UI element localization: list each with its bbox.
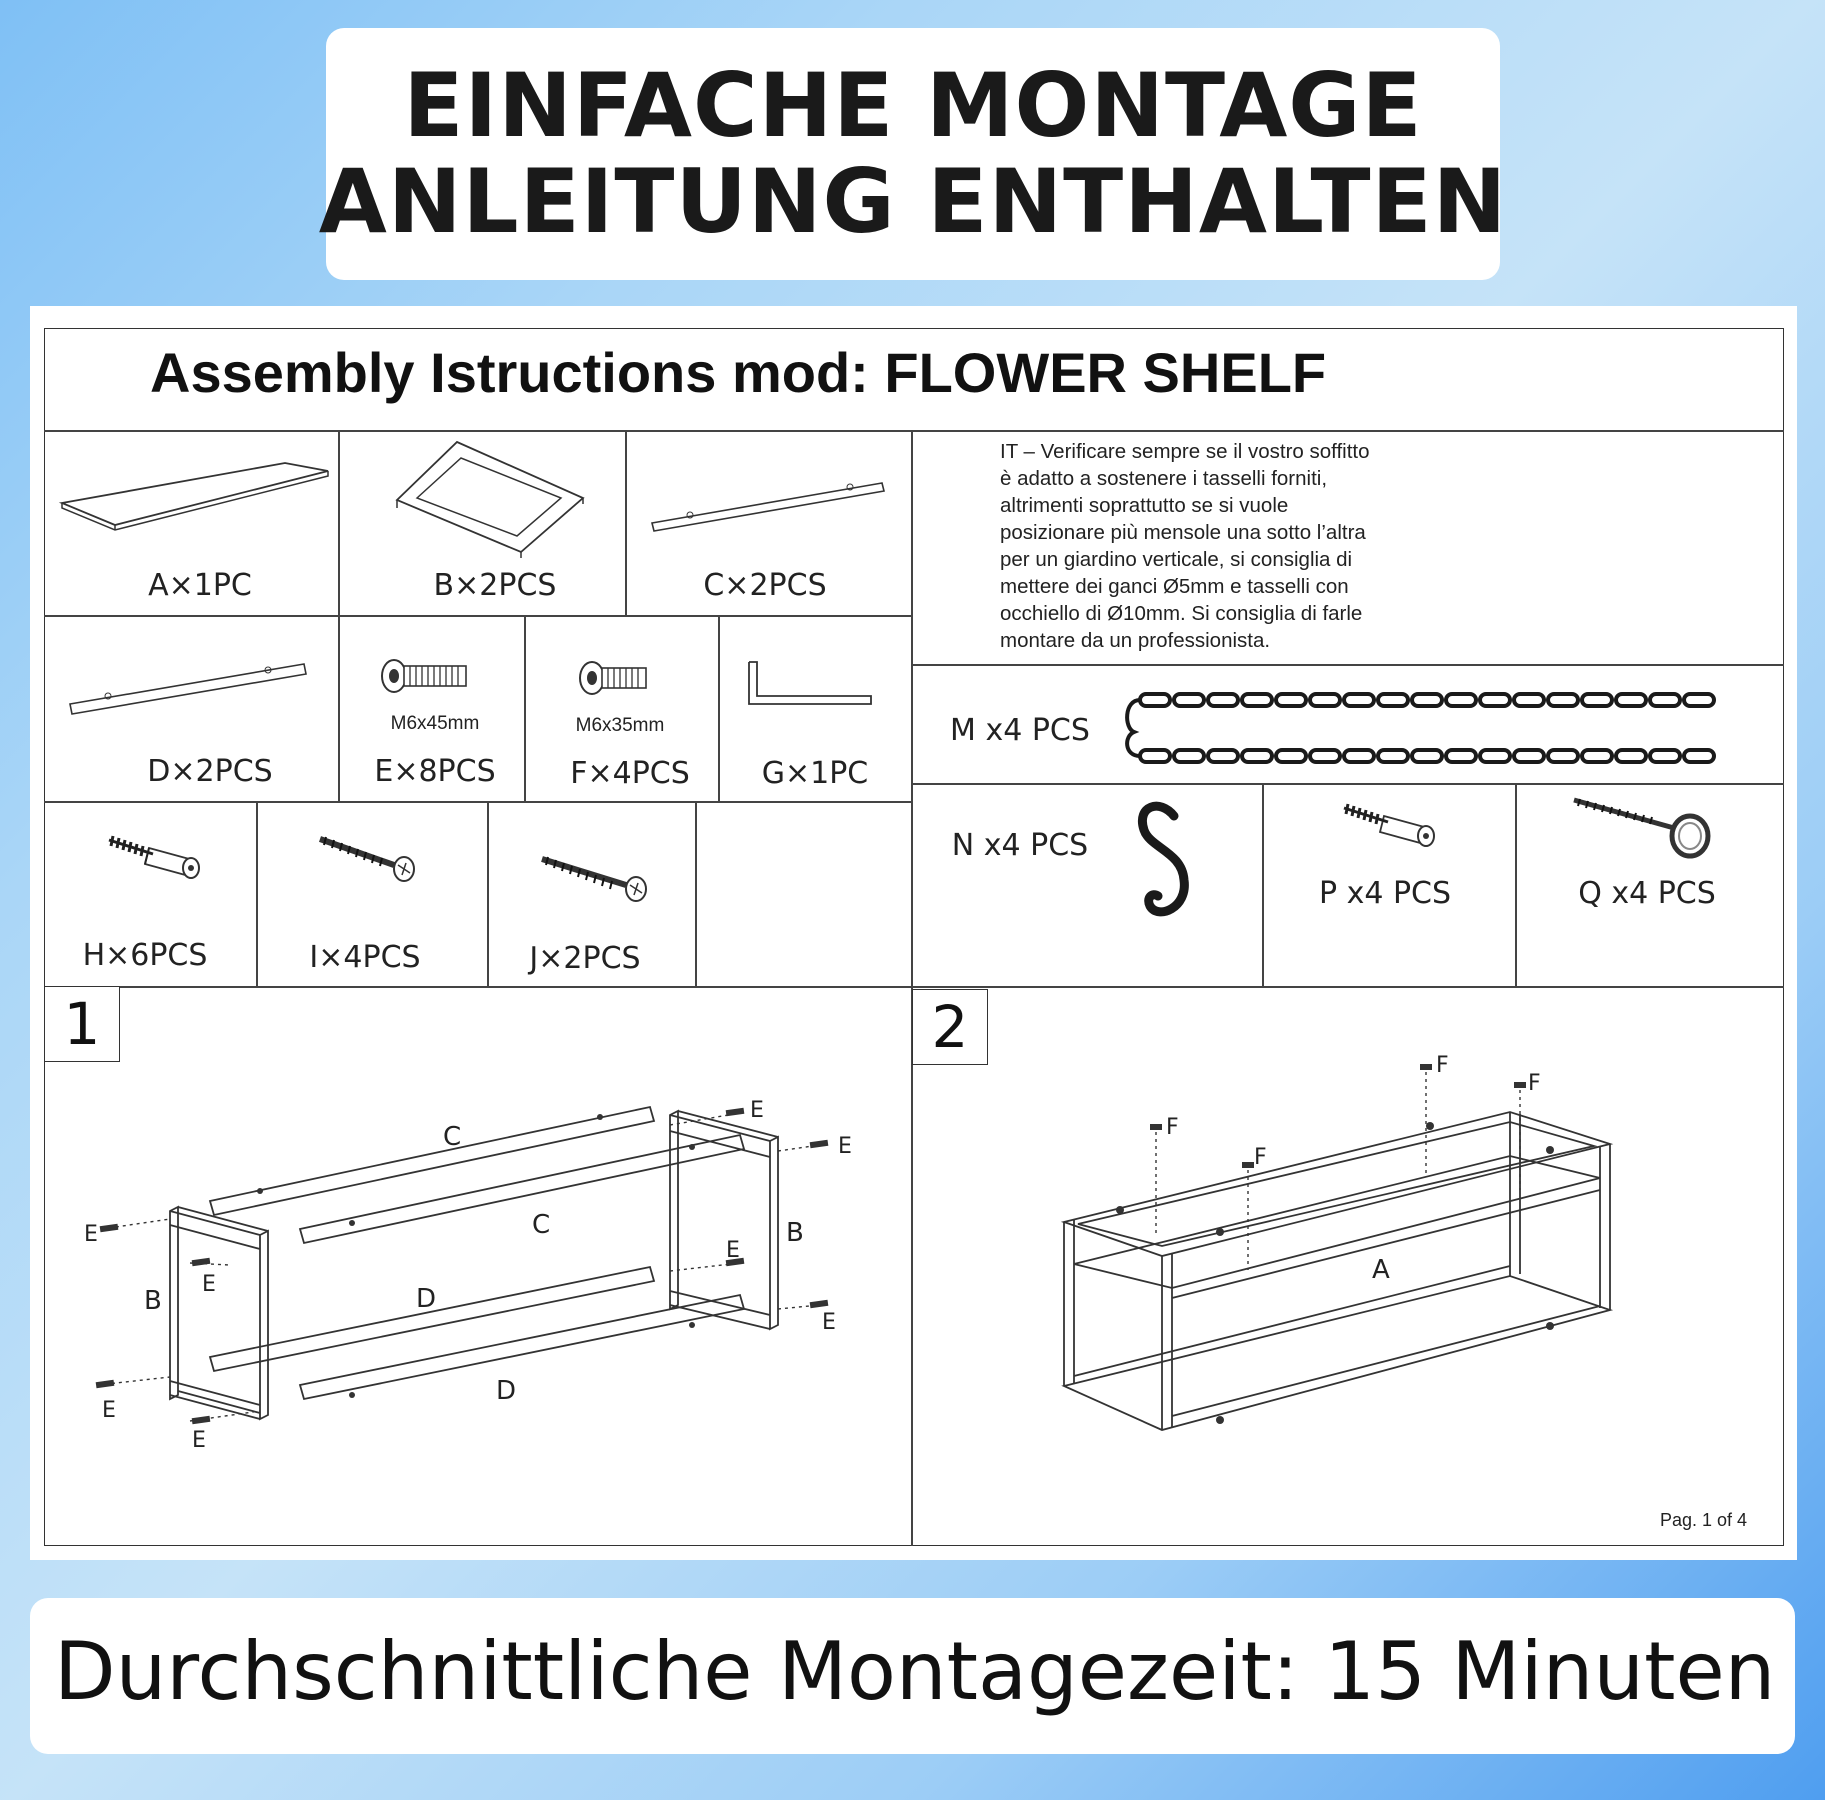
part-m-chain-drawing (1130, 688, 1740, 768)
step-1-label-e: E (726, 1238, 740, 1263)
step-1-label-d: D (496, 1376, 517, 1406)
sheet-title: Assembly Istructions mod: FLOWER SHELF (150, 341, 1327, 404)
grid-line (524, 615, 526, 801)
grid-line (911, 430, 913, 1546)
step-1-label-b: B (144, 1286, 162, 1316)
part-a-panel-drawing (60, 455, 330, 535)
part-e-bolt-drawing (380, 658, 470, 694)
header-banner (318, 28, 1508, 280)
note-line: è adatto a sostenere i tasselli forniti, (1000, 467, 1328, 490)
part-g-hex-key-drawing (745, 660, 875, 710)
step-1-label-c: C (443, 1122, 462, 1152)
page-number: Pag. 1 of 4 (1660, 1510, 1748, 1530)
grid-line (625, 430, 627, 615)
step-2-label-a: A (1372, 1255, 1390, 1285)
part-d-label: D×2PCS (147, 754, 273, 789)
grid-line (1262, 783, 1264, 986)
part-h-label: H×6PCS (82, 938, 208, 973)
part-e-size: M6x45mm (390, 713, 480, 734)
grid-line (487, 801, 489, 986)
grid-line (44, 615, 912, 617)
step-1-diagram (80, 1095, 880, 1455)
part-g-label: G×1PC (761, 756, 869, 791)
grid-line (44, 986, 1784, 988)
part-b-label: B×2PCS (433, 568, 557, 603)
step-1-number: 1 (44, 986, 120, 1062)
part-n-label: N x4 PCS (951, 828, 1089, 863)
grid-line (44, 430, 1784, 432)
part-c-label: C×2PCS (703, 568, 827, 603)
note-line: posizionare più mensole una sotto l’altra (1000, 521, 1366, 544)
grid-line (256, 801, 258, 986)
grid-line (718, 615, 720, 801)
part-f-size: M6x35mm (575, 715, 665, 736)
part-j-screw-drawing (540, 855, 650, 905)
step-1-label-e: E (192, 1428, 206, 1453)
part-q-eye-screw-drawing (1570, 798, 1720, 868)
note-line: altrimenti soprattutto se si vuole (1000, 494, 1289, 517)
step-2-label-f: F (1254, 1145, 1267, 1170)
step-1-label-e: E (822, 1310, 836, 1335)
part-j-label: J×2PCS (529, 941, 641, 976)
note-line: montare da un professionista. (1000, 629, 1271, 652)
part-a-label: A×1PC (148, 568, 252, 603)
step-2-label-f: F (1436, 1053, 1449, 1078)
step-1-label-e: E (838, 1134, 852, 1159)
step-2-label-f: F (1166, 1115, 1179, 1140)
note-line: per un giardino verticale, si consiglia di (1000, 548, 1353, 571)
step-1-label-e: E (84, 1222, 98, 1247)
step-1-label-e: E (202, 1272, 216, 1297)
part-i-label: I×4PCS (309, 940, 421, 975)
part-f-label: F×4PCS (570, 756, 690, 791)
assembly-time-banner (30, 1598, 1795, 1754)
part-b-frame-drawing (395, 440, 585, 555)
grid-line (695, 801, 697, 986)
part-q-label: Q x4 PCS (1578, 876, 1716, 911)
grid-line (44, 801, 912, 803)
note-line: mettere dei ganci Ø5mm e tasselli con (1000, 575, 1349, 598)
header-title-line-2: ANLEITUNG ENTHALTEN (318, 150, 1508, 253)
step-1-label-e: E (750, 1098, 764, 1123)
part-d-bar-drawing (68, 660, 308, 720)
part-p-anchor-drawing (1340, 800, 1440, 860)
step-1-label-e: E (102, 1398, 116, 1423)
part-n-s-hook-drawing (1130, 796, 1210, 926)
assembly-time-text: Durchschnittliche Montagezeit: 15 Minuten (54, 1625, 1776, 1718)
part-m-label: M x4 PCS (950, 713, 1090, 748)
grid-line (912, 783, 1784, 785)
part-p-label: P x4 PCS (1318, 876, 1452, 911)
note-line: occhiello di Ø10mm. Si consiglia di farle (1000, 602, 1363, 625)
header-title-line-1: EINFACHE MONTAGE (403, 54, 1423, 157)
step-1-label-d: D (416, 1284, 437, 1314)
part-i-screw-drawing (318, 835, 418, 885)
note-line: IT – Verificare sempre se il vostro soffitto (1000, 440, 1370, 463)
part-f-bolt-drawing (578, 660, 650, 696)
step-2-number: 2 (912, 989, 988, 1065)
step-1-label-c: C (532, 1210, 551, 1240)
step-2-diagram (1050, 1050, 1630, 1450)
mounting-note (1000, 438, 1420, 654)
part-c-bar-drawing (650, 475, 890, 535)
grid-line (338, 430, 340, 801)
part-e-label: E×8PCS (374, 754, 496, 789)
part-h-anchor-drawing (105, 832, 205, 892)
step-1-label-b: B (786, 1218, 804, 1248)
grid-line (1515, 783, 1517, 986)
step-2-label-f: F (1528, 1071, 1541, 1096)
grid-line (912, 664, 1784, 666)
